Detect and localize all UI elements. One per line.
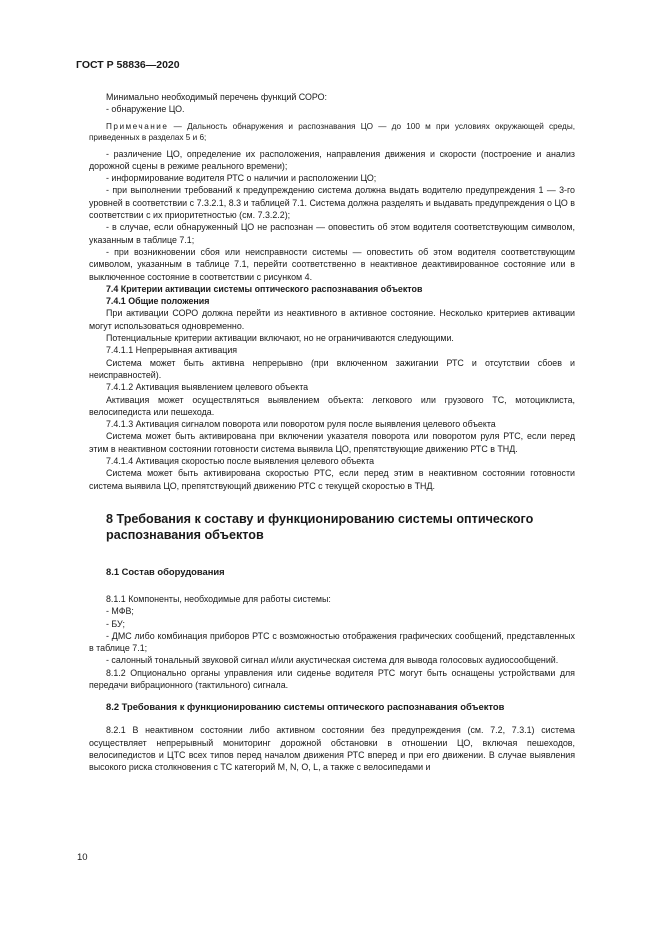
paragraph: Система может быть активирована при включении указателя поворота или поворотом руля РТС, если перед этим в неактивном состоянии готовности система выявила ЦО, препятствующие движению РТС в ТНД. xyxy=(89,431,575,454)
paragraph: Потенциальные критерии активации включают, но не ограничиваются следующими. xyxy=(106,333,454,344)
subsection-heading-7-4-1-4: 7.4.1.4 Активация скоростью после выявления целевого объекта xyxy=(106,456,375,467)
list-item: - различение ЦО, определение их расположения, направления движения и скорости (построение и анализ дорожной сцены в режиме реального времени); xyxy=(89,148,575,171)
paragraph: Система может быть активирована скоростью РТС, если перед этим в неактивном состоянии готовности система выявила ЦО, препятствующий движению РТС с текущей скоростью в ТНД. xyxy=(89,468,575,491)
note-label: Примечание xyxy=(106,121,169,131)
section-heading-8: 8 Требования к составу и функционированию системы оптического распознавания объектов xyxy=(106,511,534,543)
list-item: - информирование водителя РТС о наличии и расположении ЦО; xyxy=(106,173,377,184)
list-item: - МФВ; xyxy=(106,606,134,617)
section-heading-8-1: 8.1 Состав оборудования xyxy=(106,565,225,577)
paragraph: Активация может осуществляться выявлением объекта: легкового или грузового ТС, мотоциклиста, велосипедиста или пешехода. xyxy=(89,394,575,417)
section-heading-7-4: 7.4 Критерии активации системы оптического распознавания объектов xyxy=(106,283,423,294)
list-item: - ДМС либо комбинация приборов РТС с возможностью отображения графических сообщений, представленных в таблице 7.1; xyxy=(89,630,575,654)
subsection-heading-7-4-1-2: 7.4.1.2 Активация выявлением целевого объекта xyxy=(106,382,309,393)
paragraph: 8.1.2 Опционально органы управления или сиденье водителя РТС могут быть оснащены устройствами для передачи вибрационного (тактильного) сигнала. xyxy=(89,667,575,690)
list-item: - БУ; xyxy=(106,618,125,629)
paragraph: Минимально необходимый перечень функций СОРО: xyxy=(106,92,327,102)
page-body xyxy=(89,91,575,773)
list-item: - салонный тональный звуковой сигнал и/или акустическая система для вывода голосовых аудиосообщений. xyxy=(106,655,559,666)
paragraph: Система может быть активна непрерывно (при включенном зажигании РТС и отсутствии сбоев и неисправностей). xyxy=(89,357,575,380)
paragraph: При активации СОРО должна перейти из неактивного в активное состояние. Несколько критериев активации могут использоваться одновременно. xyxy=(89,308,575,331)
note xyxy=(89,121,575,144)
paragraph: 8.1.1 Компоненты, необходимые для работы системы: xyxy=(106,593,331,604)
section-heading-8-2: 8.2 Требования к функционированию системы оптического распознавания объектов xyxy=(106,701,505,713)
list-item: - в случае, если обнаруженный ЦО не распознан — оповестить об этом водителя соответствующим символом, указанным в таблице 7.1; xyxy=(89,222,575,245)
subsection-heading-7-4-1-3: 7.4.1.3 Активация сигналом поворота или поворотом руля после выявления целевого объекта xyxy=(106,419,496,430)
note-text: — Дальность обнаружения и распознавания ЦО — до 100 м при условиях окружающей среды, приведенных в разделах 5 и 6; xyxy=(89,121,575,143)
paragraph: 8.2.1 В неактивном состоянии либо активном состоянии без предупреждения (см. 7.2, 7.3.1) система осуществляет непрерывный мониторинг дорожной обстановки в отношении ЦО, включая пешеходов, велосипедистов и ЦТС всех типов перед началом движения РТС вперед и при его движении. В случае выявления высокого риска столкновения с ТС категорий M, N, O, L, а также с велосипедами и xyxy=(89,725,575,773)
page-number: 10 xyxy=(77,852,88,863)
standard-header: ГОСТ Р 58836—2020 xyxy=(76,59,180,71)
section-heading-7-4-1: 7.4.1 Общие положения xyxy=(106,296,210,307)
subsection-heading-7-4-1-1: 7.4.1.1 Непрерывная активация xyxy=(106,345,238,356)
list-item: - при возникновении сбоя или неисправности системы — оповестить об этом водителя соответствующим символом, указанным в таблице 7.1, перейти соответственно в неактивное деактивированное состояние или в выключенное состояние в соответствии с рисунком 4. xyxy=(89,246,575,282)
list-item: - при выполнении требований к предупреждению система должна выдать водителю предупреждения 1 — 3-го уровней в соответствии с 7.3.2.1, 8.3 и таблицей 7.1. Система должна разделять и выдавать предупреждения о ЦО в соответствии с их приоритетностью (см. 7.3.2.2); xyxy=(89,185,575,221)
list-item: - обнаружение ЦО. xyxy=(106,104,185,115)
